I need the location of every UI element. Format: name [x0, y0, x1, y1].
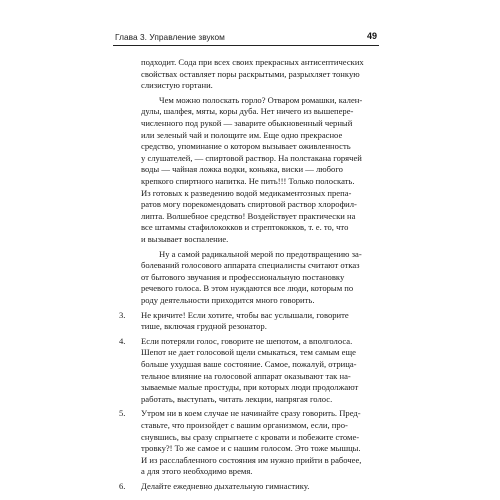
page-number: 49	[366, 31, 377, 41]
text-line: Делайте ежедневно дыхательную гимнастику.	[141, 481, 310, 491]
list-number: 4.	[119, 335, 126, 346]
text-line: Из готовых к разведению водой медикаментозных препа-	[141, 187, 352, 198]
text-line: все штаммы стафилококков и стрептококков, т. е. то, что	[141, 222, 349, 233]
text-line: воды — чайная ложка водки, коньяка, виски — любого	[141, 164, 343, 175]
text-line: крепкого спиртного напитка. Не пить!!! Только полоскать.	[141, 176, 355, 186]
text-line: зываемые малые простуды, при которых люди продолжают	[141, 382, 359, 393]
text-line: у слушателей, — спиртовой раствор. На полстакана горячей	[141, 152, 362, 163]
list-number: 6.	[119, 481, 126, 491]
text-line: болеваний голосового аппарата специалисты считают отказ	[141, 260, 360, 271]
text-line: тельное влияние на голосовой аппарат оказывают так на-	[141, 370, 351, 381]
text-line: ставьте, что произойдет с вашим организмом, если, про-	[141, 420, 348, 430]
text-line: больше ухудшая ваше состояние. Самое, пожалуй, отрица-	[141, 359, 357, 369]
text-line: Не кричите! Если хотите, чтобы вас услышали, говорите	[141, 309, 349, 320]
text-line: речевого голоса. В этом нуждаются все люди, которым по	[141, 283, 354, 294]
text-line: тровку?! То же самое и с нашим голосом. Это тоже мышцы.	[141, 443, 361, 454]
text-line: Шепот не дает голосовой щели смыкаться, тем самым еще	[141, 347, 356, 358]
list-number: 5.	[119, 408, 126, 419]
text-line: средство, упоминание о котором вызывает оживленность	[141, 141, 351, 152]
text-line: и вызывает воспаление.	[141, 234, 229, 244]
text-line: а для этого необходимо время.	[141, 466, 253, 477]
text-line: тише, включая грудной резонатор.	[141, 321, 267, 332]
text-line: Утром ни в коем случае не начинайте сразу говорить. Пред-	[141, 408, 361, 419]
text-line: численного под рукой — заварите обыкновенный черный	[141, 118, 353, 128]
text-line: Ну а самой радикальной мерой по предотвращению за-	[159, 248, 362, 259]
text-line: Если потеряли голос, говорите не шепотом, а вполголоса.	[141, 335, 353, 346]
text-line: свойствах оставляет поры раскрытыми, разрыхляет тонкую	[141, 68, 360, 79]
running-header	[113, 31, 379, 46]
text-line: ратов могу порекомендовать спиртовой раствор хлорофил-	[141, 199, 357, 210]
text-line: подходит. Сода при всех своих прекрасных антисептических	[141, 57, 364, 67]
text-line: дулы, шалфея, мяты, коры дуба. Нет ничего из вышепере-	[141, 106, 354, 117]
text-line: Чем можно полоскать горло? Отваром ромашки, кален-	[159, 94, 363, 105]
text-line: от бытового звучания и профессиональную постановку	[141, 271, 345, 282]
text-line: слизистую гортани.	[141, 80, 213, 91]
text-line: или зеленый чай и полощите им. Еще одно прекрасное	[141, 129, 343, 140]
chapter-title: Глава 3. Управление звуком	[115, 32, 225, 42]
text-line: липта. Волшебное средство! Воздействует практически на	[141, 210, 356, 221]
text-line: И из расслабленного состояния им нужно прийти в рабочее,	[141, 454, 362, 465]
list-number: 3.	[119, 309, 126, 320]
text-line: снувшись, вы сразу спрыгнете с кровати и побежите стоме-	[141, 431, 360, 442]
text-line: работать, выступать, читать лекции, напрягая голос.	[141, 393, 333, 404]
text-line: роду деятельности приходится много говорить.	[141, 295, 315, 305]
